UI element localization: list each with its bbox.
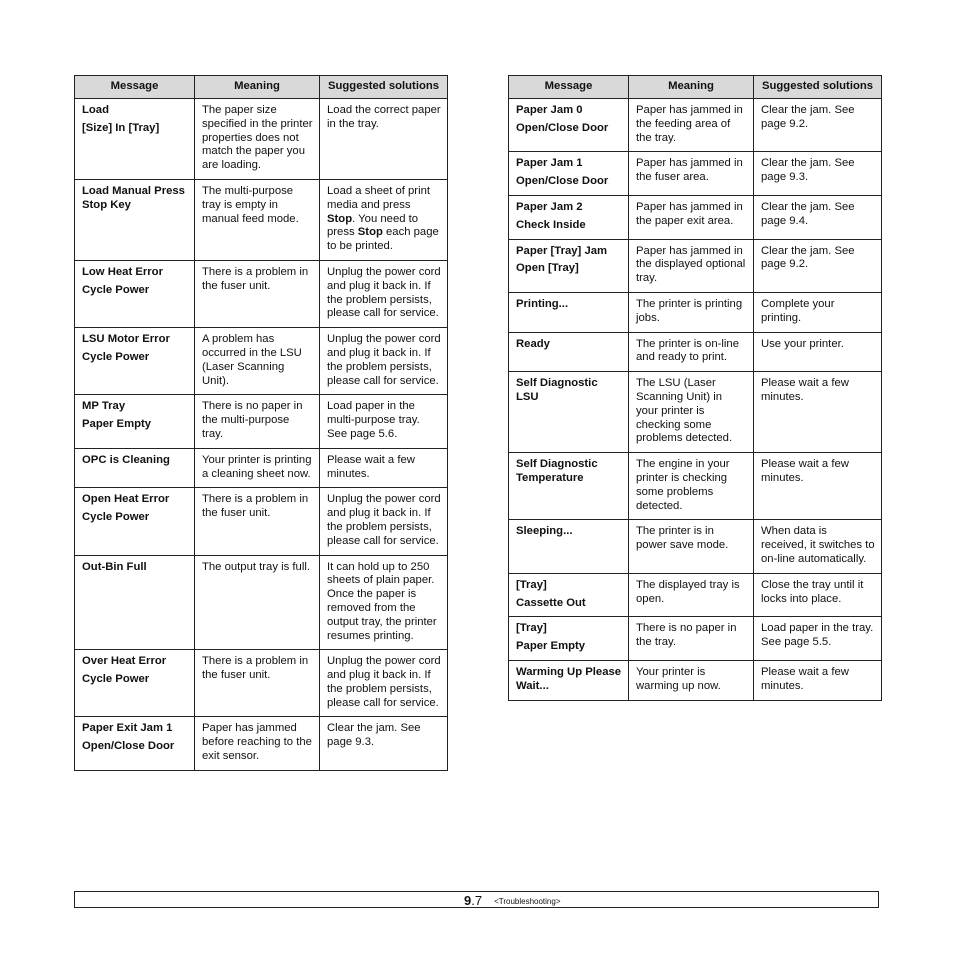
table-row [509,152,882,196]
message-cell [75,99,195,180]
meaning-cell: The printer is on-line and ready to print. [629,332,754,372]
table-row [509,660,882,700]
table-row [75,179,448,260]
meaning-cell: The paper size specified in the printer properties does not match the paper you are loading. [195,99,320,180]
message-line-2: Cassette Out [516,596,586,609]
message-line-1: Low Heat Error [82,265,163,278]
table-row [509,617,882,661]
message-line-1: Paper Jam 2 [516,200,583,213]
solution-cell: Load paper in the tray. See page 5.5. [754,617,882,661]
message-cell [509,152,629,196]
table-body [509,99,882,701]
error-message-table-right [508,75,882,701]
message-cell [75,260,195,327]
meaning-cell: There is no paper in the multi-purpose tray. [195,395,320,448]
message-line-1: Ready [516,337,550,350]
table-row [509,372,882,453]
table-row [509,520,882,573]
column-header: Message [509,76,629,99]
message-line-1: Self Diagnostic LSU [516,377,598,403]
message-line-1: Sleeping... [516,525,573,538]
error-message-table-left [74,75,448,771]
meaning-cell: The output tray is full. [195,555,320,650]
message-cell [75,717,195,770]
table-row [509,99,882,152]
table-header-row [509,76,882,99]
table-row [509,453,882,520]
meaning-cell: Paper has jammed in the fuser area. [629,152,754,196]
meaning-cell: The printer is printing jobs. [629,292,754,332]
message-line-2: Cycle Power [82,673,150,686]
message-line-2: Paper Empty [516,640,586,653]
solution-cell: Clear the jam. See page 9.3. [320,717,448,770]
message-line-1: Paper Jam 0 [516,104,583,116]
page-chapter-number: 9 [464,893,472,908]
message-cell [75,650,195,717]
message-line-1: LSU Motor Error [82,333,170,346]
message-line-1: Paper [Tray] Jam [516,244,608,257]
message-line-2: [Size] In [Tray] [82,121,160,134]
meaning-cell: Paper has jammed before reaching to the exit sensor. [195,717,320,770]
message-line-1: Over Heat Error [82,655,167,668]
table-row [75,328,448,395]
solution-cell: Please wait a few minutes. [754,660,882,700]
solution-cell: Please wait a few minutes. [320,448,448,488]
table-row [75,260,448,327]
solution-cell: Clear the jam. See page 9.2. [754,239,882,292]
page-number: .7 [471,893,483,908]
message-cell [509,660,629,700]
message-line-2: Open/Close Door [516,121,609,134]
message-line-2: Check Inside [516,218,586,231]
meaning-cell: Paper has jammed in the feeding area of the tray. [629,99,754,152]
solution-cell: Load paper in the multi-purpose tray. See page 5.6. [320,395,448,448]
solution-cell: Unplug the power cord and plug it back in. If the problem persists, please call for service. [320,328,448,395]
solution-cell: Clear the jam. See page 9.4. [754,195,882,239]
message-line-2: Open [Tray] [516,262,579,275]
message-line-2: Open/Close Door [516,175,609,188]
message-line-1: OPC is Cleaning [82,453,170,466]
meaning-cell: There is a problem in the fuser unit. [195,488,320,555]
meaning-cell: A problem has occurred in the LSU (Laser Scanning Unit). [195,328,320,395]
message-cell [509,372,629,453]
table-row [75,448,448,488]
meaning-cell: The displayed tray is open. [629,573,754,617]
key-name: Stop [327,212,353,225]
solution-cell: Unplug the power cord and plug it back in. If the problem persists, please call for service. [320,260,448,327]
meaning-cell: There is a problem in the fuser unit. [195,650,320,717]
message-cell [509,239,629,292]
solution-cell: When data is received, it switches to on-line automatically. [754,520,882,573]
table-row [509,239,882,292]
message-cell [75,448,195,488]
meaning-cell: The LSU (Laser Scanning Unit) in your printer is checking some problems detected. [629,372,754,453]
solution-cell: Clear the jam. See page 9.2. [754,99,882,152]
table-row [75,717,448,770]
table-row [75,488,448,555]
message-cell [75,555,195,650]
solution-cell: Please wait a few minutes. [754,453,882,520]
message-line-1: Paper Exit Jam 1 [82,722,173,735]
message-line-1: Open Heat Error [82,493,170,506]
table-row [75,99,448,180]
message-line-1: MP Tray [82,400,126,413]
message-cell [509,332,629,372]
column-header: Suggested solutions [754,76,882,99]
table-header-row [75,76,448,99]
meaning-cell: The printer is in power save mode. [629,520,754,573]
message-cell [75,179,195,260]
solution-cell: Complete your printing. [754,292,882,332]
message-cell [509,573,629,617]
solution-cell: It can hold up to 250 sheets of plain paper. Once the paper is removed from the output tray, the printer resumes printing. [320,555,448,650]
meaning-cell: There is a problem in the fuser unit. [195,260,320,327]
page-footer-text [464,892,561,910]
message-line-1: [Tray] [516,622,547,635]
meaning-cell: There is no paper in the tray. [629,617,754,661]
message-line-2: Cycle Power [82,350,150,363]
table-body [75,99,448,771]
message-cell [509,195,629,239]
message-cell [509,453,629,520]
meaning-cell: Your printer is printing a cleaning sheet now. [195,448,320,488]
table-row [509,195,882,239]
meaning-cell: Paper has jammed in the displayed optional tray. [629,239,754,292]
message-line-1: [Tray] [516,578,547,591]
meaning-cell: Paper has jammed in the paper exit area. [629,195,754,239]
message-line-1: Warming Up Please Wait... [516,665,622,692]
message-cell [509,520,629,573]
table-row [509,292,882,332]
solution-cell: Load the correct paper in the tray. [320,99,448,180]
solution-cell: Clear the jam. See page 9.3. [754,152,882,196]
message-cell [509,99,629,152]
message-cell [75,328,195,395]
solution-cell: Unplug the power cord and plug it back in. If the problem persists, please call for service. [320,650,448,717]
key-name: Stop [357,226,383,239]
meaning-cell: Your printer is warming up now. [629,660,754,700]
message-line-1: Load Manual Press Stop Key [82,184,185,211]
message-cell [75,488,195,555]
solution-cell: Please wait a few minutes. [754,372,882,453]
table-row [75,555,448,650]
message-line-2: Cycle Power [82,283,150,296]
message-cell [75,395,195,448]
message-cell [509,292,629,332]
table-row [509,332,882,372]
message-line-2: Paper Empty [82,418,152,431]
solution-cell: Unplug the power cord and plug it back in. If the problem persists, please call for service. [320,488,448,555]
message-cell [509,617,629,661]
message-line-1: Self Diagnostic Temperature [516,458,598,484]
table-row [75,395,448,448]
page-footer [74,891,879,908]
solution-cell: Use your printer. [754,332,882,372]
message-line-2: Cycle Power [82,511,150,524]
column-header: Meaning [195,76,320,99]
message-line-1: Load [82,104,109,116]
solution-cell: Load a sheet of print media and press Stop. You need to press Stop each page to be printed. [320,179,448,260]
column-header: Suggested solutions [320,76,448,99]
message-line-1: Out-Bin Full [82,560,147,573]
section-name: <Troubleshooting> [494,897,561,906]
column-header: Message [75,76,195,99]
meaning-cell: The multi-purpose tray is empty in manual feed mode. [195,179,320,260]
message-line-1: Printing... [516,297,569,310]
message-line-1: Paper Jam 1 [516,157,583,170]
message-line-2: Open/Close Door [82,740,175,753]
column-header: Meaning [629,76,754,99]
table-row [75,650,448,717]
meaning-cell: The engine in your printer is checking some problems detected. [629,453,754,520]
table-row [509,573,882,617]
solution-cell: Close the tray until it locks into place. [754,573,882,617]
